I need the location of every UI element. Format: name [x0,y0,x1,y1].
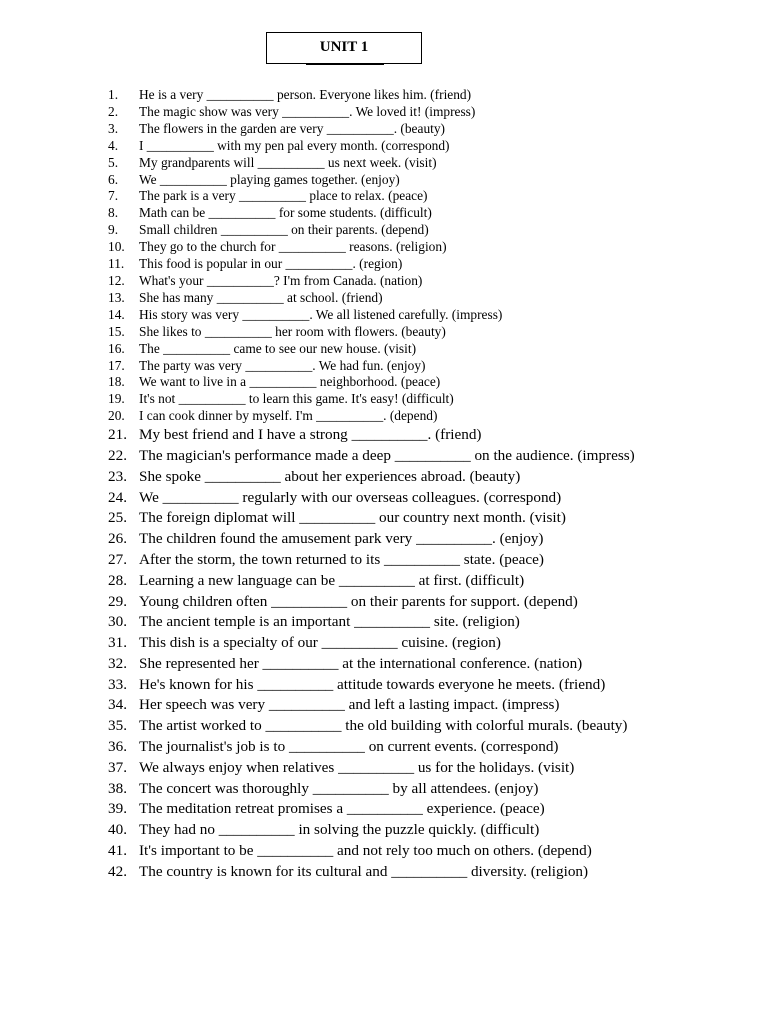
exercise-number: 36. [108,738,127,756]
exercise-item [108,87,668,104]
page-title: UNIT 1 [266,32,422,64]
exercise-item [108,138,668,155]
exercise-item [108,820,668,841]
exercise-item [108,571,668,592]
exercise-number: 31. [108,634,127,652]
exercise-sentence: Her speech was very __________ and left a lasting impact. (impress) [139,696,560,714]
exercise-sentence: The flowers in the garden are very __________. (beauty) [139,120,446,136]
exercise-item [108,488,668,509]
exercise-number: 22. [108,446,127,464]
exercise-number: 12. [108,272,125,288]
exercise-number: 23. [108,467,127,485]
exercise-sentence: She represented her __________ at the international conference. (nation) [139,654,583,672]
exercise-sentence: The magic show was very __________. We loved it! (impress) [139,103,476,119]
exercise-sentence: Math can be __________ for some students. (difficult) [139,205,432,221]
exercise-number: 34. [108,696,127,714]
exercise-item [108,256,668,273]
title-underline [306,64,384,65]
exercise-sentence: The journalist's job is to __________ on current events. (correspond) [139,738,559,756]
exercise-number: 26. [108,530,127,548]
exercise-number: 35. [108,717,127,735]
exercise-number: 1. [108,87,119,102]
exercise-sentence: He is a very __________ person. Everyone likes him. (friend) [139,87,472,102]
exercise-item [108,307,668,324]
exercise-item [108,550,668,571]
exercise-item [108,446,668,467]
exercise-number: 24. [108,488,127,506]
exercise-number: 41. [108,842,127,860]
exercise-sentence: The country is known for its cultural and __________ diversity. (religion) [139,862,589,880]
exercise-number: 9. [108,222,119,238]
exercise-sentence: The children found the amusement park very __________. (enjoy) [139,530,544,548]
exercise-number: 6. [108,171,119,187]
exercise-item [108,273,668,290]
exercise-sentence: This food is popular in our __________. (region) [139,256,403,272]
exercise-number: 25. [108,509,127,527]
exercise-item [108,358,668,375]
exercise-number: 20. [108,408,125,424]
exercise-number: 42. [108,862,127,880]
exercise-item [108,324,668,341]
exercise-sentence: I can cook dinner by myself. I'm __________. (depend) [139,408,438,424]
exercise-item [108,654,668,675]
exercise-item [108,467,668,488]
exercise-sentence: What's your __________? I'm from Canada. (nation) [139,272,423,288]
exercise-sentence: The meditation retreat promises a __________ experience. (peace) [139,800,545,818]
exercise-item [108,425,668,446]
exercise-number: 16. [108,340,125,356]
exercise-sentence: My best friend and I have a strong __________. (friend) [139,426,482,444]
exercise-sentence: They go to the church for __________ reasons. (religion) [139,239,447,255]
exercise-sentence: It's important to be __________ and not rely too much on others. (depend) [139,842,592,860]
exercise-number: 29. [108,592,127,610]
exercise-number: 38. [108,779,127,797]
exercise-number: 28. [108,571,127,589]
exercise-sentence: The artist worked to __________ the old building with colorful murals. (beauty) [139,717,628,735]
exercise-sentence: My grandparents will __________ us next week. (visit) [139,154,437,170]
exercise-number: 2. [108,103,119,119]
exercise-sentence: The ancient temple is an important __________ site. (religion) [139,613,520,631]
exercise-number: 17. [108,357,125,373]
exercise-sentence: He's known for his __________ attitude towards everyone he meets. (friend) [139,675,606,693]
exercise-item [108,205,668,222]
exercise-number: 27. [108,550,127,568]
exercise-item [108,758,668,779]
exercise-number: 19. [108,391,125,407]
exercise-sentence: We always enjoy when relatives __________ us for the holidays. (visit) [139,758,575,776]
exercise-item [108,529,668,550]
exercise-sentence: The magician's performance made a deep __________ on the audience. (impress) [139,446,635,464]
exercise-sentence: They had no __________ in solving the puzzle quickly. (difficult) [139,821,540,839]
exercise-item [108,779,668,800]
exercise-sentence: The party was very __________. We had fun. (enjoy) [139,357,426,373]
exercise-sentence: Young children often __________ on their parents for support. (depend) [139,592,578,610]
exercise-item [108,222,668,239]
exercise-item [108,188,668,205]
exercise-item [108,695,668,716]
exercise-sentence: She likes to __________ her room with flowers. (beauty) [139,323,446,339]
exercise-number: 14. [108,306,125,322]
exercise-item [108,121,668,138]
exercise-number: 21. [108,426,127,444]
exercise-number: 10. [108,239,125,255]
exercise-item [108,612,668,633]
exercise-sentence: The foreign diplomat will __________ our country next month. (visit) [139,509,566,527]
exercise-sentence: The __________ came to see our new house. (visit) [139,340,417,356]
exercise-number: 7. [108,188,119,204]
exercise-item [108,341,668,358]
exercise-number: 30. [108,613,127,631]
exercise-item [108,172,668,189]
exercise-sentence: I __________ with my pen pal every month. (correspond) [139,137,450,153]
exercise-number: 15. [108,323,125,339]
exercise-sentence: The park is a very __________ place to relax. (peace) [139,188,428,204]
exercise-number: 18. [108,374,125,390]
exercise-item [108,716,668,737]
exercise-item [108,408,668,425]
exercise-sentence: Learning a new language can be __________ at first. (difficult) [139,571,525,589]
exercise-item [108,862,668,883]
exercise-number: 11. [108,256,125,272]
exercise-number: 4. [108,137,119,153]
exercise-sentence: It's not __________ to learn this game. It's easy! (difficult) [139,391,454,407]
exercise-sentence: Small children __________ on their parents. (depend) [139,222,429,238]
exercise-number: 13. [108,289,125,305]
exercise-item [108,290,668,307]
exercise-number: 37. [108,758,127,776]
exercise-number: 5. [108,154,119,170]
exercise-item [108,391,668,408]
exercise-item [108,508,668,529]
exercise-item [108,841,668,862]
exercise-sentence: She has many __________ at school. (friend) [139,289,383,305]
exercise-item [108,239,668,256]
exercise-item [108,104,668,121]
exercise-sentence: After the storm, the town returned to its __________ state. (peace) [139,550,544,568]
exercise-sentence: This dish is a specialty of our __________ cuisine. (region) [139,634,501,652]
exercise-sentence: We __________ regularly with our overseas colleagues. (correspond) [139,488,562,506]
exercise-item [108,374,668,391]
exercise-item [108,799,668,820]
exercise-sentence: We want to live in a __________ neighborhood. (peace) [139,374,441,390]
exercise-number: 32. [108,654,127,672]
exercise-item [108,675,668,696]
exercise-item [108,737,668,758]
exercise-sentence: His story was very __________. We all listened carefully. (impress) [139,306,503,322]
exercise-number: 3. [108,120,119,136]
exercise-item [108,155,668,172]
exercise-number: 8. [108,205,119,221]
exercise-number: 33. [108,675,127,693]
exercise-sentence: The concert was thoroughly __________ by all attendees. (enjoy) [139,779,539,797]
exercise-item [108,633,668,654]
exercise-sentence: We __________ playing games together. (enjoy) [139,171,400,187]
exercise-sentence: She spoke __________ about her experiences abroad. (beauty) [139,467,521,485]
exercise-item [108,592,668,613]
exercise-number: 39. [108,800,127,818]
exercise-number: 40. [108,821,127,839]
exercise-list [108,87,668,883]
